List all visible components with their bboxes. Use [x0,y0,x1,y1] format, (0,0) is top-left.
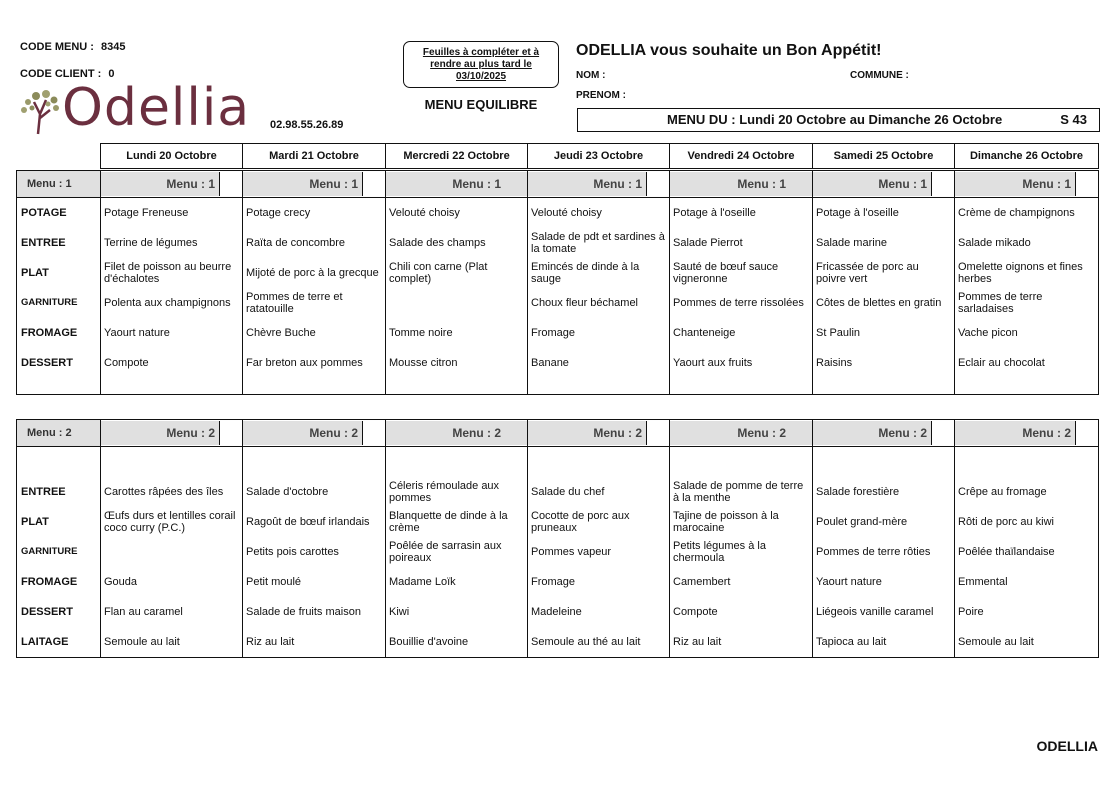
menu-row [17,507,1099,537]
menu-choice-label: Menu : 2 [528,421,646,445]
dish-cell: Salade Pierrot [670,228,813,258]
dish-cell: Eclair au chocolat [955,348,1099,378]
menu-row [17,318,1099,348]
menu-choice-checkbox[interactable] [931,172,954,196]
dish-cell: Poêlée de sarrasin aux poireaux [386,537,528,567]
row-label: GARNITURE [17,537,101,567]
dish-cell: Semoule au lait [101,627,243,658]
menu-choice-checkbox[interactable] [219,172,242,196]
menu-period-box [577,108,1100,132]
row-label: DESSERT [17,597,101,627]
dish-cell: Salade du chef [528,477,670,507]
dish-cell: Salade de fruits maison [243,597,386,627]
deadline-line-3: 03/10/2025 [455,71,507,82]
commune-label: COMMUNE : [850,70,909,81]
menu-choice-checkbox[interactable] [931,421,954,445]
dish-cell: Chèvre Buche [243,318,386,348]
dish-cell: Riz au lait [670,627,813,658]
dish-cell: Côtes de blettes en gratin [813,288,955,318]
dish-cell: Tajine de poisson à la marocaine [670,507,813,537]
spacer-row [17,447,1099,478]
menu-title: Menu : 2 [17,420,101,447]
menu-choice-checkbox[interactable] [219,421,242,445]
code-client-label: CODE CLIENT : [20,68,102,80]
menu-choice-cell [813,171,955,198]
menu-choice-label: Menu : 2 [243,421,362,445]
menu-choice-cell [101,420,243,447]
row-label: ENTREE [17,228,101,258]
spacer-cell [17,378,101,395]
code-menu-label: CODE MENU : [20,41,94,53]
dish-cell: Tomme noire [386,318,528,348]
dish-cell: Potage à l'oseille [813,198,955,229]
dish-cell: Petit moulé [243,567,386,597]
spacer-cell [386,447,528,478]
dish-cell: Compote [670,597,813,627]
dish-cell: Œufs durs et lentilles corail coco curry (P.C.) [101,507,243,537]
dish-cell: Pommes de terre rissolées [670,288,813,318]
menu-choice-label: Menu : 1 [955,172,1075,196]
menu-choice-label: Menu : 2 [813,421,931,445]
menu-choice-label: Menu : 1 [101,172,219,196]
dish-cell: Liégeois vanille caramel [813,597,955,627]
spacer-cell [955,378,1099,395]
spacer-row [17,378,1099,395]
dish-cell: Filet de poisson au beurre d'échalotes [101,258,243,288]
spacer-cell [243,447,386,478]
nom-label: NOM : [576,70,606,81]
dish-cell: Velouté choisy [528,198,670,229]
spacer-cell [813,378,955,395]
phone-number: 02.98.55.26.89 [270,119,344,131]
dish-cell: Yaourt aux fruits [670,348,813,378]
dish-cell: Omelette oignons et fines herbes [955,258,1099,288]
menu-row [17,198,1099,229]
menu-choice-cell [528,171,670,198]
row-label: PLAT [17,258,101,288]
menu-choice-checkbox[interactable] [362,421,385,445]
menu-row [17,537,1099,567]
menu-choice-checkbox[interactable] [1075,421,1098,445]
menu-choice-checkbox[interactable] [646,172,669,196]
row-label: FROMAGE [17,567,101,597]
menu-row [17,477,1099,507]
menu-header-row [17,420,1099,447]
greeting: ODELLIA vous souhaite un Bon Appétit! [576,42,882,59]
row-label: POTAGE [17,198,101,229]
menu-choice-label: Menu : 2 [670,421,812,445]
dish-cell: Potage crecy [243,198,386,229]
spacer-cell [528,447,670,478]
menu-row [17,228,1099,258]
dish-cell: Yaourt nature [813,567,955,597]
menu-title: Menu : 1 [17,171,101,198]
menu-row [17,348,1099,378]
menu-type: MENU EQUILIBRE [424,97,538,112]
dish-cell: Velouté choisy [386,198,528,229]
spacer-cell [528,378,670,395]
dish-cell: Carottes râpées des îles [101,477,243,507]
code-client-value: 0 [108,68,115,80]
dish-cell: Raisins [813,348,955,378]
dish-cell: Tapioca au lait [813,627,955,658]
dish-cell: Flan au caramel [101,597,243,627]
day-header: Dimanche 26 Octobre [955,144,1099,169]
dish-cell: Céleris rémoulade aux pommes [386,477,528,507]
menu-choice-cell [955,420,1099,447]
dish-cell: Vache picon [955,318,1099,348]
dish-cell: Petits pois carottes [243,537,386,567]
dish-cell: Poire [955,597,1099,627]
dish-cell: Cocotte de porc aux pruneaux [528,507,670,537]
menu-period: MENU DU : Lundi 20 Octobre au Dimanche 26 Octobre [667,112,1003,127]
dish-cell: Yaourt nature [101,318,243,348]
menu-choice-label: Menu : 2 [955,421,1075,445]
menu-choice-checkbox[interactable] [1075,172,1098,196]
dish-cell: Salade marine [813,228,955,258]
menu-choice-cell [243,420,386,447]
menu-choice-label: Menu : 1 [670,172,812,196]
dish-cell: Blanquette de dinde à la crème [386,507,528,537]
row-label: FROMAGE [17,318,101,348]
day-header: Jeudi 23 Octobre [528,144,670,169]
day-header: Lundi 20 Octobre [101,144,243,169]
deadline-box [403,41,559,88]
deadline-line-1: Feuilles à compléter et à [422,47,540,58]
dish-cell: Far breton aux pommes [243,348,386,378]
dish-cell: Banane [528,348,670,378]
menu-choice-label: Menu : 1 [813,172,931,196]
day-header-row [100,143,1099,169]
footer-brand: ODELLIA [1036,738,1098,754]
menu-row [17,567,1099,597]
dish-cell: Salade d'octobre [243,477,386,507]
spacer-cell [813,447,955,478]
dish-cell: Chanteneige [670,318,813,348]
spacer-cell [101,447,243,478]
dish-cell: Salade forestière [813,477,955,507]
dish-cell: Mousse citron [386,348,528,378]
spacer-cell [243,378,386,395]
menu-2-table [16,419,1099,658]
dish-cell [101,537,243,567]
dish-cell: Petits légumes à la chermoula [670,537,813,567]
menu-choice-cell [528,420,670,447]
dish-cell: Chili con carne (Plat complet) [386,258,528,288]
dish-cell: Camembert [670,567,813,597]
dish-cell: Poulet grand-mère [813,507,955,537]
code-menu [20,41,126,53]
dish-cell: Fromage [528,318,670,348]
dish-cell: Polenta aux champignons [101,288,243,318]
menu-row [17,597,1099,627]
dish-cell: Poêlée thaïlandaise [955,537,1099,567]
dish-cell: Emincés de dinde à la sauge [528,258,670,288]
menu-choice-cell [955,171,1099,198]
dish-cell: Pommes de terre rôties [813,537,955,567]
menu-choice-label: Menu : 1 [243,172,362,196]
menu-choice-checkbox[interactable] [646,421,669,445]
menu-choice-cell [386,171,528,198]
menu-choice-label: Menu : 1 [386,172,527,196]
dish-cell: Madeleine [528,597,670,627]
dish-cell: Salade mikado [955,228,1099,258]
menu-row [17,627,1099,658]
menu-choice-cell [670,171,813,198]
dish-cell: Salade des champs [386,228,528,258]
row-label: GARNITURE [17,288,101,318]
spacer-cell [670,378,813,395]
menu-choice-cell [670,420,813,447]
dish-cell: Choux fleur béchamel [528,288,670,318]
dish-cell: Rôti de porc au kiwi [955,507,1099,537]
dish-cell: Mijoté de porc à la grecque [243,258,386,288]
menu-choice-cell [101,171,243,198]
dish-cell: Raïta de concombre [243,228,386,258]
dish-cell: Potage Freneuse [101,198,243,229]
row-label: LAITAGE [17,627,101,658]
dish-cell: Pommes de terre et ratatouille [243,288,386,318]
row-label: ENTREE [17,477,101,507]
code-menu-value: 8345 [101,41,126,53]
dish-cell: Ragoût de bœuf irlandais [243,507,386,537]
day-header: Mardi 21 Octobre [243,144,386,169]
menu-1-table [16,170,1099,395]
dish-cell [386,288,528,318]
day-header: Mercredi 22 Octobre [386,144,528,169]
dish-cell: Gouda [101,567,243,597]
menu-choice-cell [813,420,955,447]
dish-cell: Salade de pomme de terre à la menthe [670,477,813,507]
dish-cell: Fromage [528,567,670,597]
spacer-cell [17,447,101,478]
menu-choice-label: Menu : 1 [528,172,646,196]
dish-cell: Salade de pdt et sardines à la tomate [528,228,670,258]
day-header: Vendredi 24 Octobre [670,144,813,169]
logo-wordmark: Odellia [62,78,251,138]
menu-header-row [17,171,1099,198]
dish-cell: Crêpe au fromage [955,477,1099,507]
menu-choice-cell [386,420,528,447]
spacer-cell [955,447,1099,478]
dish-cell: Crème de champignons [955,198,1099,229]
dish-cell: Potage à l'oseille [670,198,813,229]
spacer-cell [670,447,813,478]
day-header: Samedi 25 Octobre [813,144,955,169]
menu-choice-checkbox[interactable] [362,172,385,196]
dish-cell: Pommes de terre sarladaises [955,288,1099,318]
dish-cell: Kiwi [386,597,528,627]
spacer-cell [101,378,243,395]
menu-choice-cell [243,171,386,198]
dish-cell: Bouillie d'avoine [386,627,528,658]
dish-cell: Madame Loïk [386,567,528,597]
dish-cell: Semoule au thé au lait [528,627,670,658]
dish-cell: Semoule au lait [955,627,1099,658]
menu-row [17,288,1099,318]
row-label: DESSERT [17,348,101,378]
menu-choice-label: Menu : 2 [101,421,219,445]
dish-cell: Pommes vapeur [528,537,670,567]
dish-cell: St Paulin [813,318,955,348]
menu-choice-label: Menu : 2 [386,421,527,445]
spacer-cell [386,378,528,395]
dish-cell: Terrine de légumes [101,228,243,258]
dish-cell: Fricassée de porc au poivre vert [813,258,955,288]
dish-cell: Compote [101,348,243,378]
row-label: PLAT [17,507,101,537]
dish-cell: Sauté de bœuf sauce vigneronne [670,258,813,288]
dish-cell: Emmental [955,567,1099,597]
prenom-label: PRENOM : [576,90,626,101]
deadline-line-2: rendre au plus tard le [430,59,532,70]
menu-row [17,258,1099,288]
week-number: S 43 [1060,112,1087,127]
dish-cell: Riz au lait [243,627,386,658]
